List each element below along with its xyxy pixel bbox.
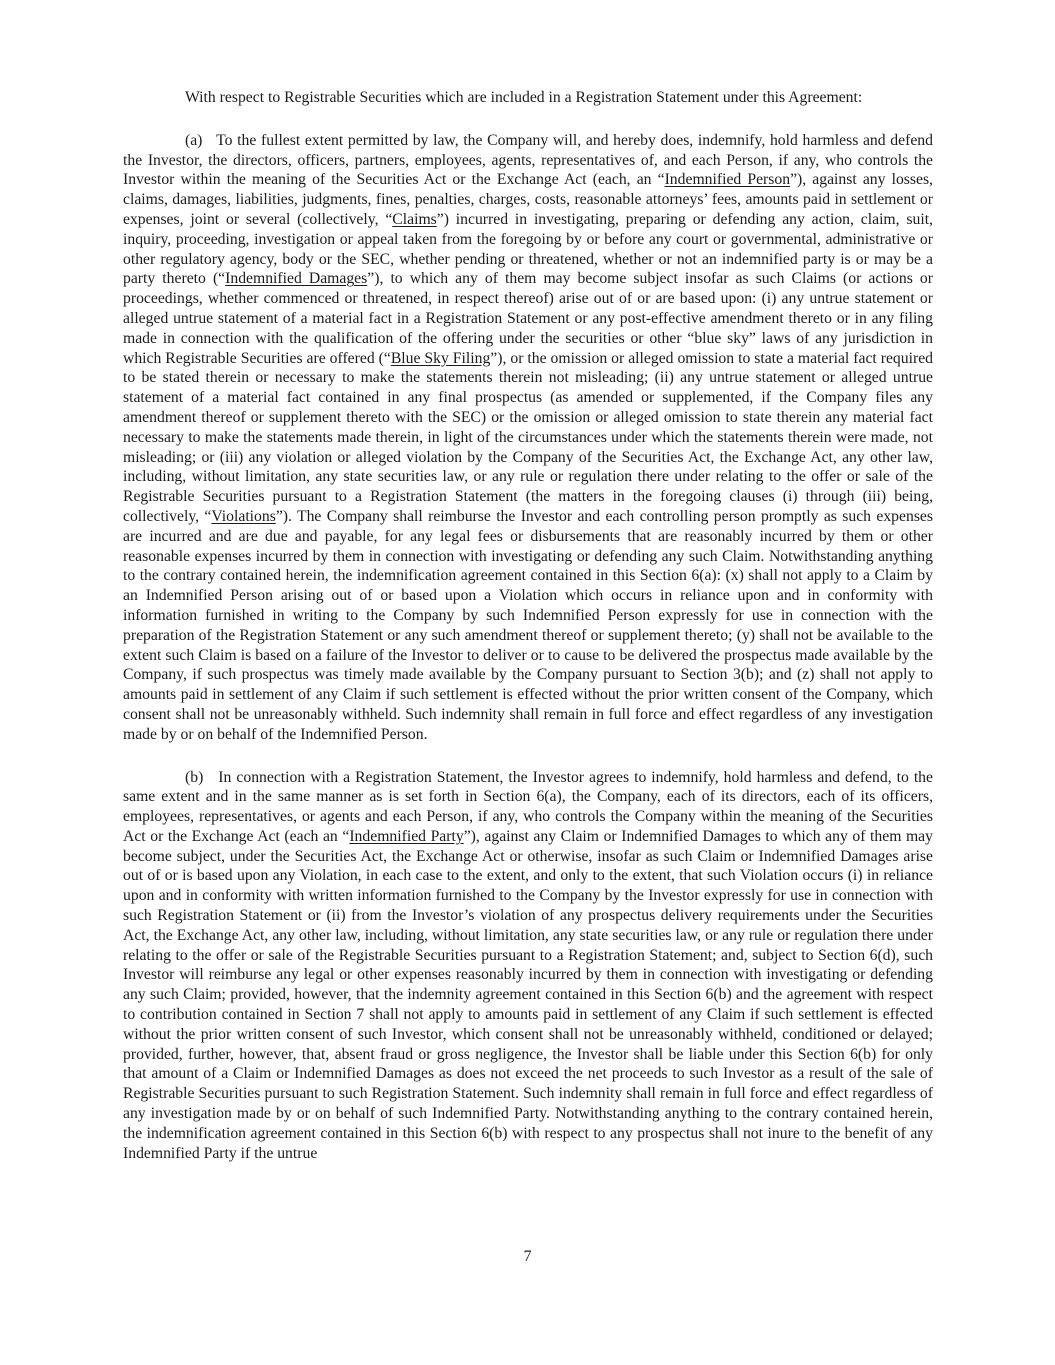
- page-number: 7: [523, 1248, 532, 1265]
- page-content: [123, 88, 933, 1186]
- paragraph-b: (b) In connection with a Registration Statement, the Investor agrees to indemnify, hold harmless and defend, to the same extent and in the same manner as is set forth in Section 6(a), the Company, each of its directors, each of its officers, employees, representatives, or agents and each Person, if any, who controls the Company within the meaning of the Securities Act or the Exchange Act (each an “Indemnified Party”), against any Claim or Indemnified Damages to which any of them may become subject, under the Securities Act, the Exchange Act or otherwise, insofar as such Claim or Indemnified Damages arise out of or is based upon any Violation, in each case to the extent, and only to the extent, that such Violation occurs (i) in reliance upon and in conformity with written information furnished to the Company by the Investor expressly for use in connection with such Registration Statement or (ii) from the Investor’s violation of any prospectus delivery requirements under the Securities Act, the Exchange Act, any other law, including, without limitation, any state securities law, or any rule or regulation there under relating to the offer or sale of the Registrable Securities pursuant to a Registration Statement; and, subject to Section 6(d), such Investor will reimburse any legal or other expenses reasonably incurred by them in connection with investigating or defending any such Claim; provided, however, that the indemnity agreement contained in this Section 6(b) and the agreement with respect to contribution contained in Section 7 shall not apply to amounts paid in settlement of any Claim if such settlement is effected without the prior written consent of such Investor, which consent shall not be unreasonably withheld, conditioned or delayed; provided, further, however, that, absent fraud or gross negligence, the Investor shall be liable under this Section 6(b) for only that amount of a Claim or Indemnified Damages as does not exceed the net proceeds to such Investor as a result of the sale of Registrable Securities pursuant to such Registration Statement. Such indemnity shall remain in full force and effect regardless of any investigation made by or on behalf of such Indemnified Party. Notwithstanding anything to the contrary contained herein, the indemnification agreement contained in this Section 6(b) with respect to any prospectus shall not inure to the benefit of any Indemnified Party if the untrue: [123, 768, 933, 1162]
- intro-paragraph: With respect to Registrable Securities which are included in a Registration Statement under this Agreement:: [185, 89, 863, 106]
- paragraph-a: (a) To the fullest extent permitted by law, the Company will, and hereby does, indemnify, hold harmless and defend the Investor, the directors, officers, partners, employees, agents, representatives of, and each Person, if any, who controls the Investor within the meaning of the Securities Act or the Exchange Act (each, an “Indemnified Person”), against any losses, claims, damages, liabilities, judgments, fines, penalties, charges, costs, reasonable attorneys’ fees, amounts paid in settlement or expenses, joint or several (collectively, “Claims”) incurred in investigating, preparing or defending any action, claim, suit, inquiry, proceeding, investigation or appeal taken from the foregoing by or before any court or governmental, administrative or other regulatory agency, body or the SEC, whether pending or threatened, whether or not an indemnified party is or may be a party thereto (“Indemnified Damages”), to which any of them may become subject insofar as such Claims (or actions or proceedings, whether commenced or threatened, in respect thereof) arise out of or are based upon: (i) any untrue statement or alleged untrue statement of a material fact in a Registration Statement or any post-effective amendment thereto or in any filing made in connection with the qualification of the offering under the securities or other “blue sky” laws of any jurisdiction in which Registrable Securities are offered (“Blue Sky Filing”), or the omission or alleged omission to state a material fact required to be stated therein or necessary to make the statements therein not misleading; (ii) any untrue statement or alleged untrue statement of a material fact contained in any final prospectus (as amended or supplemented, if the Company files any amendment thereof or supplement thereto with the SEC) or the omission or alleged omission to state therein any material fact necessary to make the statements made therein, in light of the circumstances under which the statements therein were made, not misleading; or (iii) any violation or alleged violation by the Company of the Securities Act, the Exchange Act, any other law, including, without limitation, any state securities law, or any rule or regulation there under relating to the offer or sale of the Registrable Securities pursuant to a Registration Statement (the matters in the foregoing clauses (i) through (iii) being, collectively, “Violations”). The Company shall reimburse the Investor and each controlling person promptly as such expenses are incurred and are due and payable, for any legal fees or disbursements that are reasonably incurred by them or other reasonable expenses incurred by them in connection with investigating or defending any such Claim. Notwithstanding anything to the contrary contained herein, the indemnification agreement contained in this Section 6(a): (x) shall not apply to a Claim by an Indemnified Person arising out of or based upon a Violation which occurs in reliance upon and in conformity with information furnished in writing to the Company by such Indemnified Person expressly for use in connection with the preparation of the Registration Statement or any such amendment thereof or supplement thereto; (y) shall not be available to the extent such Claim is based on a failure of the Investor to deliver or to cause to be delivered the prospectus made available by the Company, if such prospectus was timely made available by the Company pursuant to Section 3(b); and (z) shall not apply to amounts paid in settlement of any Claim if such settlement is effected without the prior written consent of the Company, which consent shall not be unreasonably withheld. Such indemnity shall remain in full force and effect regardless of any investigation made by or on behalf of the Indemnified Person.: [123, 131, 934, 743]
